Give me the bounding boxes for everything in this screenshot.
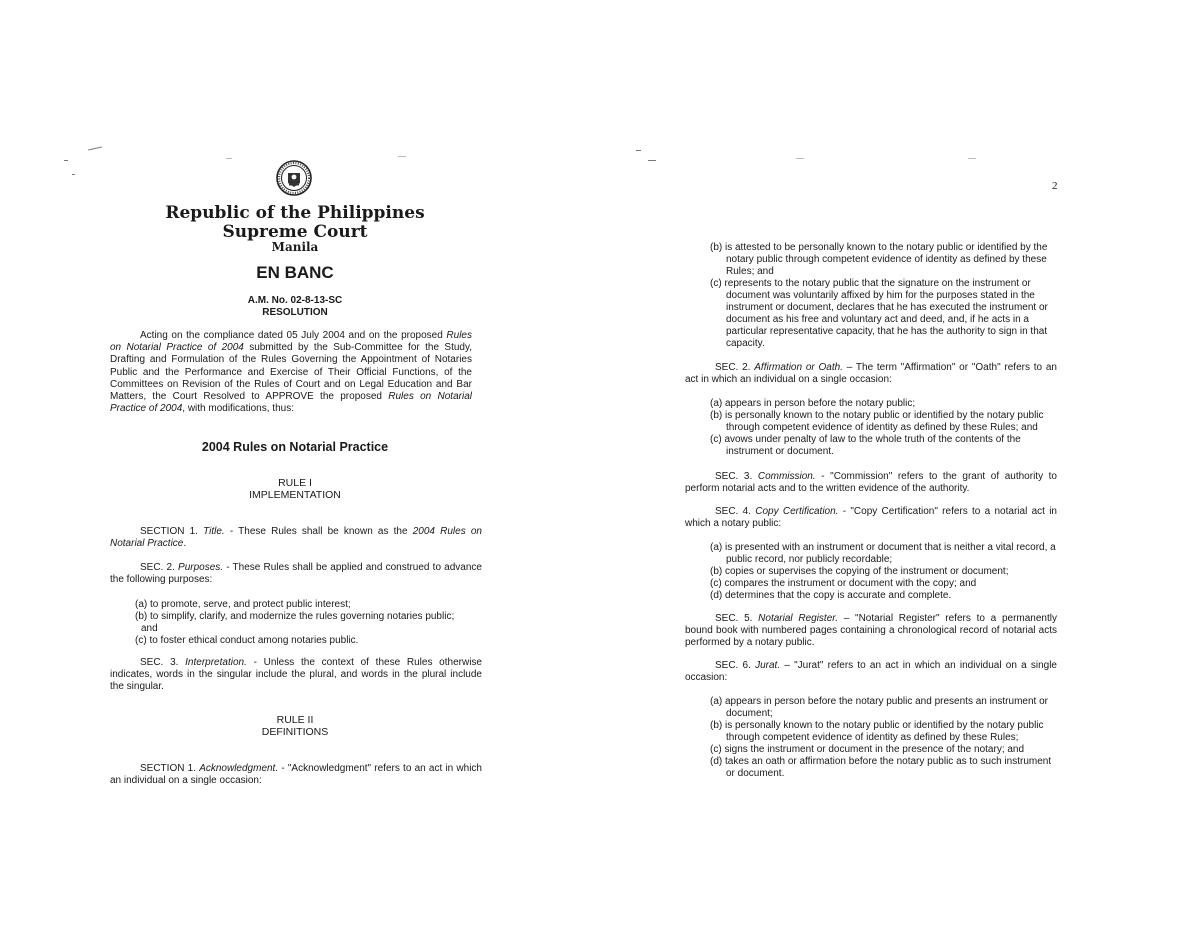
- list-item: (c) signs the instrument or document in the presence of the notary; and: [710, 744, 1025, 755]
- list-item: (a) is presented with an instrument or document that is neither a vital record, a public record, nor publicly recordable;: [710, 542, 1056, 565]
- sec-1-title: SECTION 1. Title. - These Rules shall be known as the 2004 Rules on Notarial Practice.: [110, 526, 482, 550]
- list-item: (a) appears in person before the notary public and presents an instrument or document;: [710, 696, 1048, 719]
- scan-mark: [72, 174, 75, 175]
- sec-2-purposes: SEC. 2. Purposes. - These Rules shall be applied and construed to advance the following purposes:: [110, 562, 482, 586]
- list-item: (a) appears in person before the notary public;: [710, 398, 916, 409]
- scan-mark: [398, 156, 406, 157]
- rules-title: 2004 Rules on Notarial Practice: [201, 440, 389, 454]
- list-item: (b) is personally known to the notary public or identified by the notary public through competent evidence of identity as defined by these Rules;: [710, 720, 1044, 743]
- header-republic: Republic of the Philippines: [165, 203, 425, 223]
- list-item: (c) to foster ethical conduct among notaries public.: [135, 635, 359, 646]
- right-page: [600, 0, 1200, 927]
- page-number: 2: [1052, 180, 1058, 192]
- header-manila: Manila: [271, 240, 319, 254]
- scan-mark: [968, 158, 976, 159]
- list-item: (b) copies or supervises the copying of the instrument or document;: [710, 566, 1009, 577]
- rule-1-subheading: IMPLEMENTATION: [249, 489, 341, 501]
- list-item: (d) takes an oath or affirmation before the notary public as to such instrument or document.: [710, 756, 1052, 779]
- sec-5-notarial-register: SEC. 5. Notarial Register. – "Notarial Register" refers to a permanently bound book with numbered pages containing a chronological record of notarial acts performed by a notary public.: [685, 613, 1057, 649]
- oath-list: [710, 398, 1057, 458]
- acknowledgment-list: [710, 242, 1057, 350]
- header-supreme-court: Supreme Court: [222, 222, 368, 242]
- rule-2-heading: RULE II: [276, 714, 314, 726]
- list-item: (a) to promote, serve, and protect public interest;: [135, 599, 351, 610]
- list-item: (c) represents to the notary public that the signature on the instrument or document was voluntarily affixed by him for the purposes stated in the instrument or document, declares that he has executed the instrument or document as his free and voluntary act and deed, and, if he acts in a particular representative capacity, that he has the authority to sign in that capacity.: [710, 278, 1048, 349]
- sec-3-commission: SEC. 3. Commission. - "Commission" refers to the grant of authority to perform notarial acts and to the written evidence of the authority.: [685, 471, 1057, 495]
- scan-mark: [648, 160, 656, 161]
- def-1-acknowledgment: SECTION 1. Acknowledgment. - "Acknowledgment" refers to an act in which an individual on a single occasion:: [110, 763, 482, 787]
- sec-6-jurat: SEC. 6. Jurat. – "Jurat" refers to an act in which an individual on a single occasion:: [685, 660, 1057, 684]
- list-item: (d) determines that the copy is accurate and complete.: [710, 590, 952, 601]
- list-item: and: [141, 623, 158, 634]
- purposes-list: [135, 599, 485, 647]
- rule-1-heading: RULE I: [278, 477, 312, 489]
- resolution-heading: RESOLUTION: [262, 307, 328, 318]
- scan-mark: [226, 158, 232, 159]
- case-number: A.M. No. 02-8-13-SC: [247, 295, 343, 306]
- supreme-court-seal-icon: [276, 160, 312, 196]
- sec-2-affirmation: SEC. 2. Affirmation or Oath. – The term "Affirmation" or "Oath" refers to an act in which an individual on a single occasion:: [685, 362, 1057, 386]
- list-item: (b) to simplify, clarify, and modernize the rules governing notaries public;: [135, 611, 455, 622]
- list-item: (b) is personally known to the notary public or identified by the notary public through competent evidence of identity as defined by these Rules; and: [710, 410, 1044, 433]
- scan-mark: [796, 158, 804, 159]
- rule-2-subheading: DEFINITIONS: [261, 726, 329, 738]
- sec-3-interpretation: SEC. 3. Interpretation. - Unless the context of these Rules otherwise indicates, words in the singular include the plural, and words in the plural include the singular.: [110, 657, 482, 693]
- sec-4-copy-certification: SEC. 4. Copy Certification. - "Copy Certification" refers to a notarial act in which a notary public:: [685, 506, 1057, 530]
- intro-paragraph: Acting on the compliance dated 05 July 2004 and on the proposed Rules on Notarial Practice of 2004 submitted by the Sub-Committee for the Study, Drafting and Formulation of the Rules Governing the Appointment of Notaries Public and the Performance and Exercise of Their Official Functions, of the Committees on Revision of the Rules of Court and on Legal Education and Bar Matters, the Court Resolved to APPROVE the proposed Rules on Notarial Practice of 2004, with modifications, thus:: [110, 330, 473, 415]
- scan-mark: [636, 150, 641, 151]
- list-item: (c) compares the instrument or document with the copy; and: [710, 578, 977, 589]
- scan-mark: [88, 147, 102, 151]
- en-banc-heading: EN BANC: [256, 263, 334, 282]
- copy-certification-list: [710, 542, 1057, 602]
- list-item: (b) is attested to be personally known to the notary public or identified by the notary public through competent evidence of identity as defined by these Rules; and: [710, 242, 1048, 277]
- jurat-list: [710, 696, 1057, 780]
- list-item: (c) avows under penalty of law to the whole truth of the contents of the instrument or document.: [710, 434, 1021, 457]
- scan-mark: [64, 160, 68, 161]
